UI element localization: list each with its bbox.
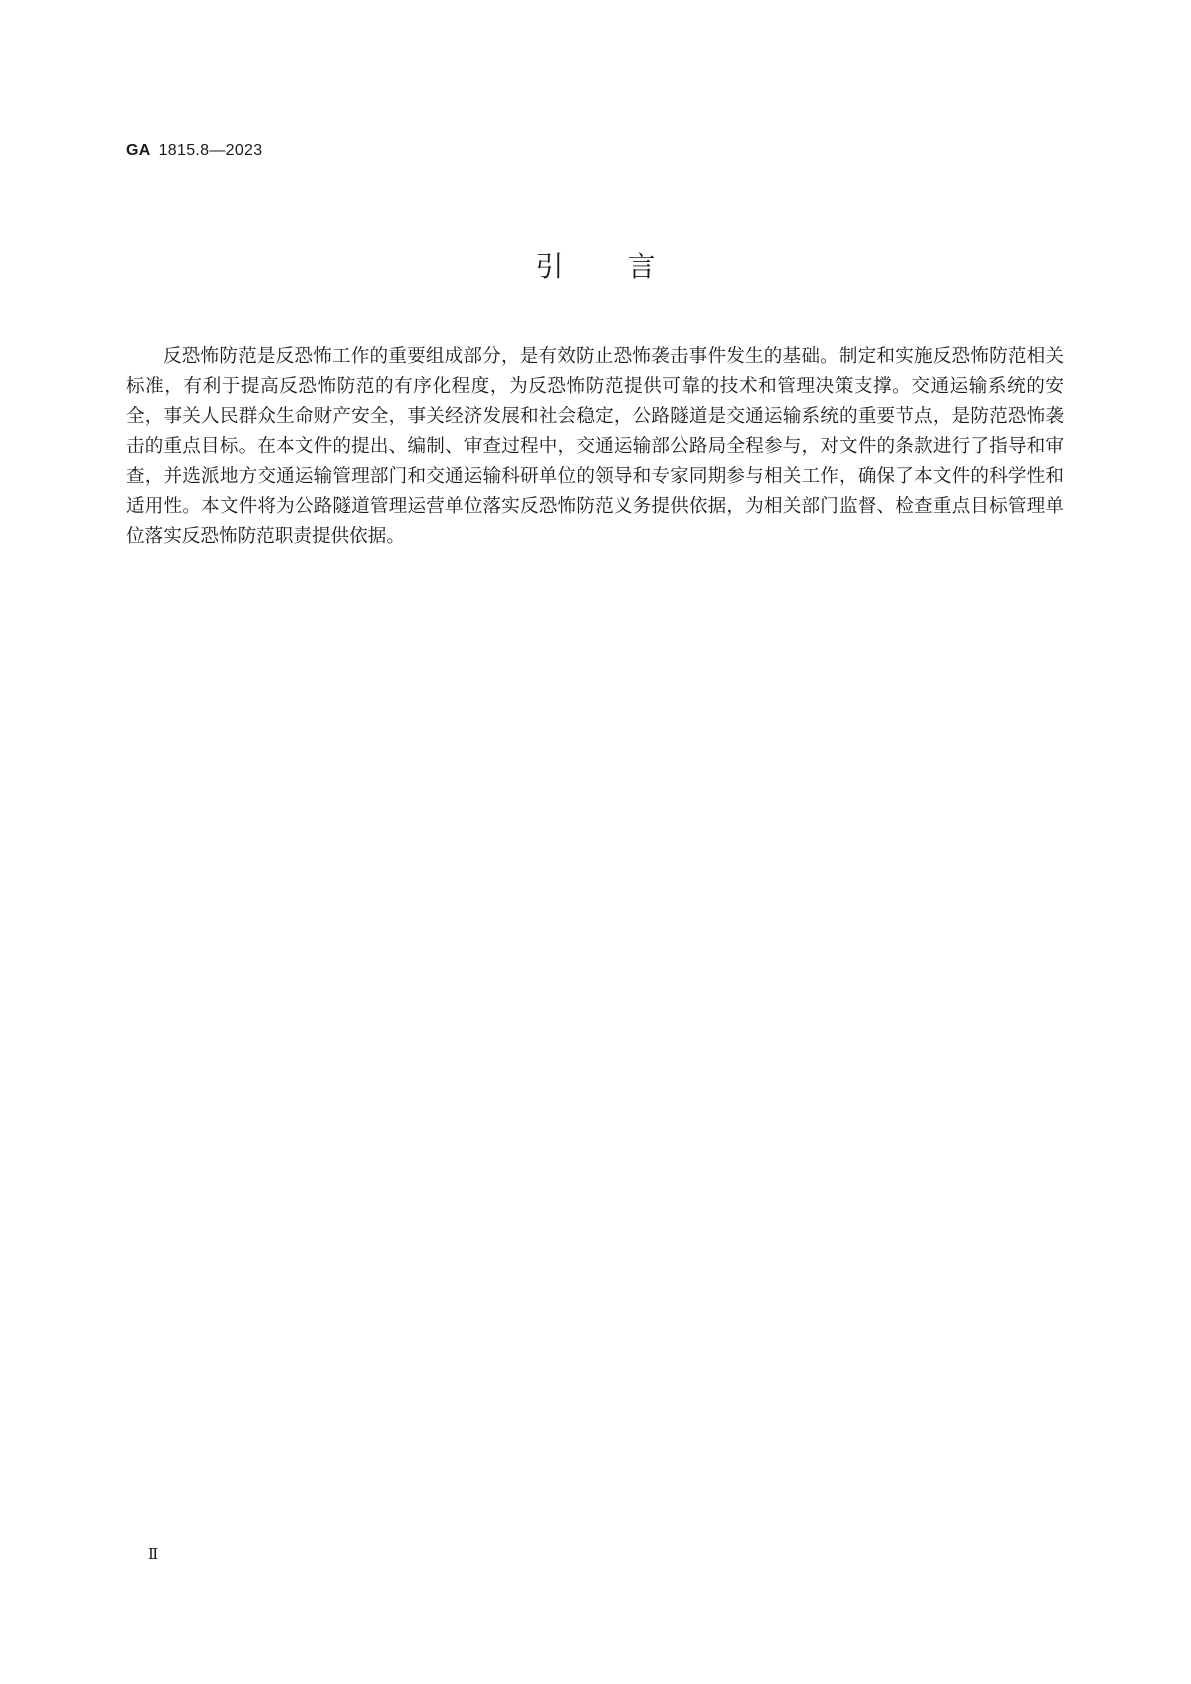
standard-prefix: GA (126, 142, 151, 159)
standard-code (126, 142, 262, 160)
standard-number: 1815.8—2023 (158, 142, 263, 159)
introduction-paragraph: 反恐怖防范是反恐怖工作的重要组成部分，是有效防止恐怖袭击事件发生的基础。制定和实施反恐怖防范相关标准，有利于提高反恐怖防范的有序化程度，为反恐怖防范提供可靠的技术和管理决策支撑。交通运输系统的安全，事关人民群众生命财产安全，事关经济发展和社会稳定，公路隧道是交通运输系统的重要节点，是防范恐怖袭击的重点目标。在本文件的提出、编制、审查过程中，交通运输部公路局全程参与，对文件的条款进行了指导和审查，并选派地方交通运输管理部门和交通运输科研单位的领导和专家同期参与相关工作，确保了本文件的科学性和适用性。本文件将为公路隧道管理运营单位落实反恐怖防范义务提供依据，为相关部门监督、检查重点目标管理单位落实反恐怖防范职责提供依据。 (126, 346, 1064, 547)
section-title: 引言 (535, 250, 720, 283)
page-number: Ⅱ (148, 1545, 159, 1563)
